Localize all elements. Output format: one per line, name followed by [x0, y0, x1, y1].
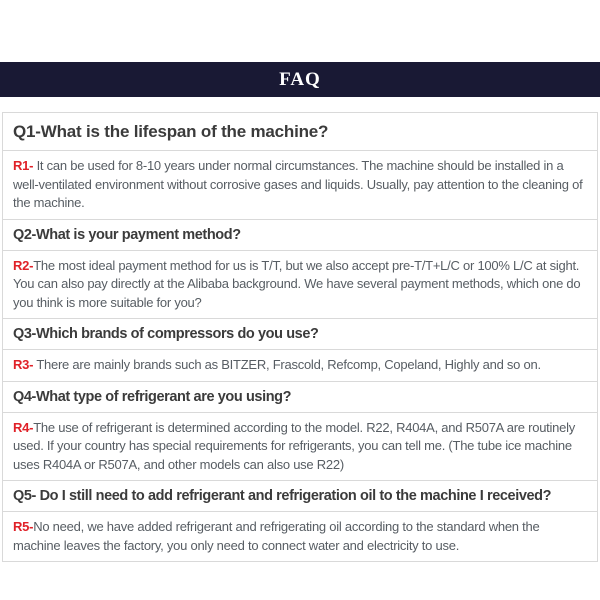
faq-question-q4: Q4-What type of refrigerant are you using?: [3, 382, 597, 413]
faq-header-bar: [0, 62, 600, 97]
answer-label-r1: R1-: [13, 158, 34, 174]
answer-text-r4: The use of refrigerant is determined according to the model. R22, R404A, and R507A are routinely used. If your country has special requirements for refrigerants, you can tell me. (The tube ice machine uses R404A or R507A, and other models can also use R22): [13, 419, 576, 472]
faq-answer-r3: [3, 350, 597, 381]
answer-label-r5: R5-: [13, 519, 34, 535]
faq-question-q5: Q5- Do I still need to add refrigerant and refrigeration oil to the machine I received?: [3, 481, 597, 512]
faq-answer-r5: [3, 512, 597, 561]
faq-question-q2: Q2-What is your payment method?: [3, 220, 597, 251]
faq-question-q1: Q1-What is the lifespan of the machine?: [3, 113, 597, 151]
faq-title: FAQ: [279, 68, 321, 90]
answer-label-r4: R4-: [13, 419, 34, 435]
answer-text-r1: It can be used for 8-10 years under normal circumstances. The machine should be installed in a well-ventilated environment without corrosive gases and liquids. Usually, pay attention to the cleaning of the machine.: [13, 158, 583, 211]
answer-text-r2: The most ideal payment method for us is T/T, but we also accept pre-T/T+L/C or 100% L/C at sight. You can also pay directly at the Alibaba background. We have several payment methods, which one do you think is more suitable for you?: [13, 257, 581, 310]
faq-answer-r2: [3, 251, 597, 319]
faq-answer-r4: [3, 413, 597, 481]
answer-text-r5: No need, we have added refrigerant and refrigerating oil according to the standard when the machine leaves the factory, you only need to connect water and electricity to use.: [13, 519, 540, 553]
faq-question-q3: Q3-Which brands of compressors do you use?: [3, 319, 597, 350]
answer-label-r3: R3-: [13, 357, 34, 373]
faq-answer-r1: [3, 151, 597, 219]
answer-label-r2: R2-: [13, 257, 34, 273]
faq-list: [2, 112, 598, 562]
answer-text-r3: There are mainly brands such as BITZER, Frascold, Refcomp, Copeland, Highly and so on.: [33, 357, 541, 373]
